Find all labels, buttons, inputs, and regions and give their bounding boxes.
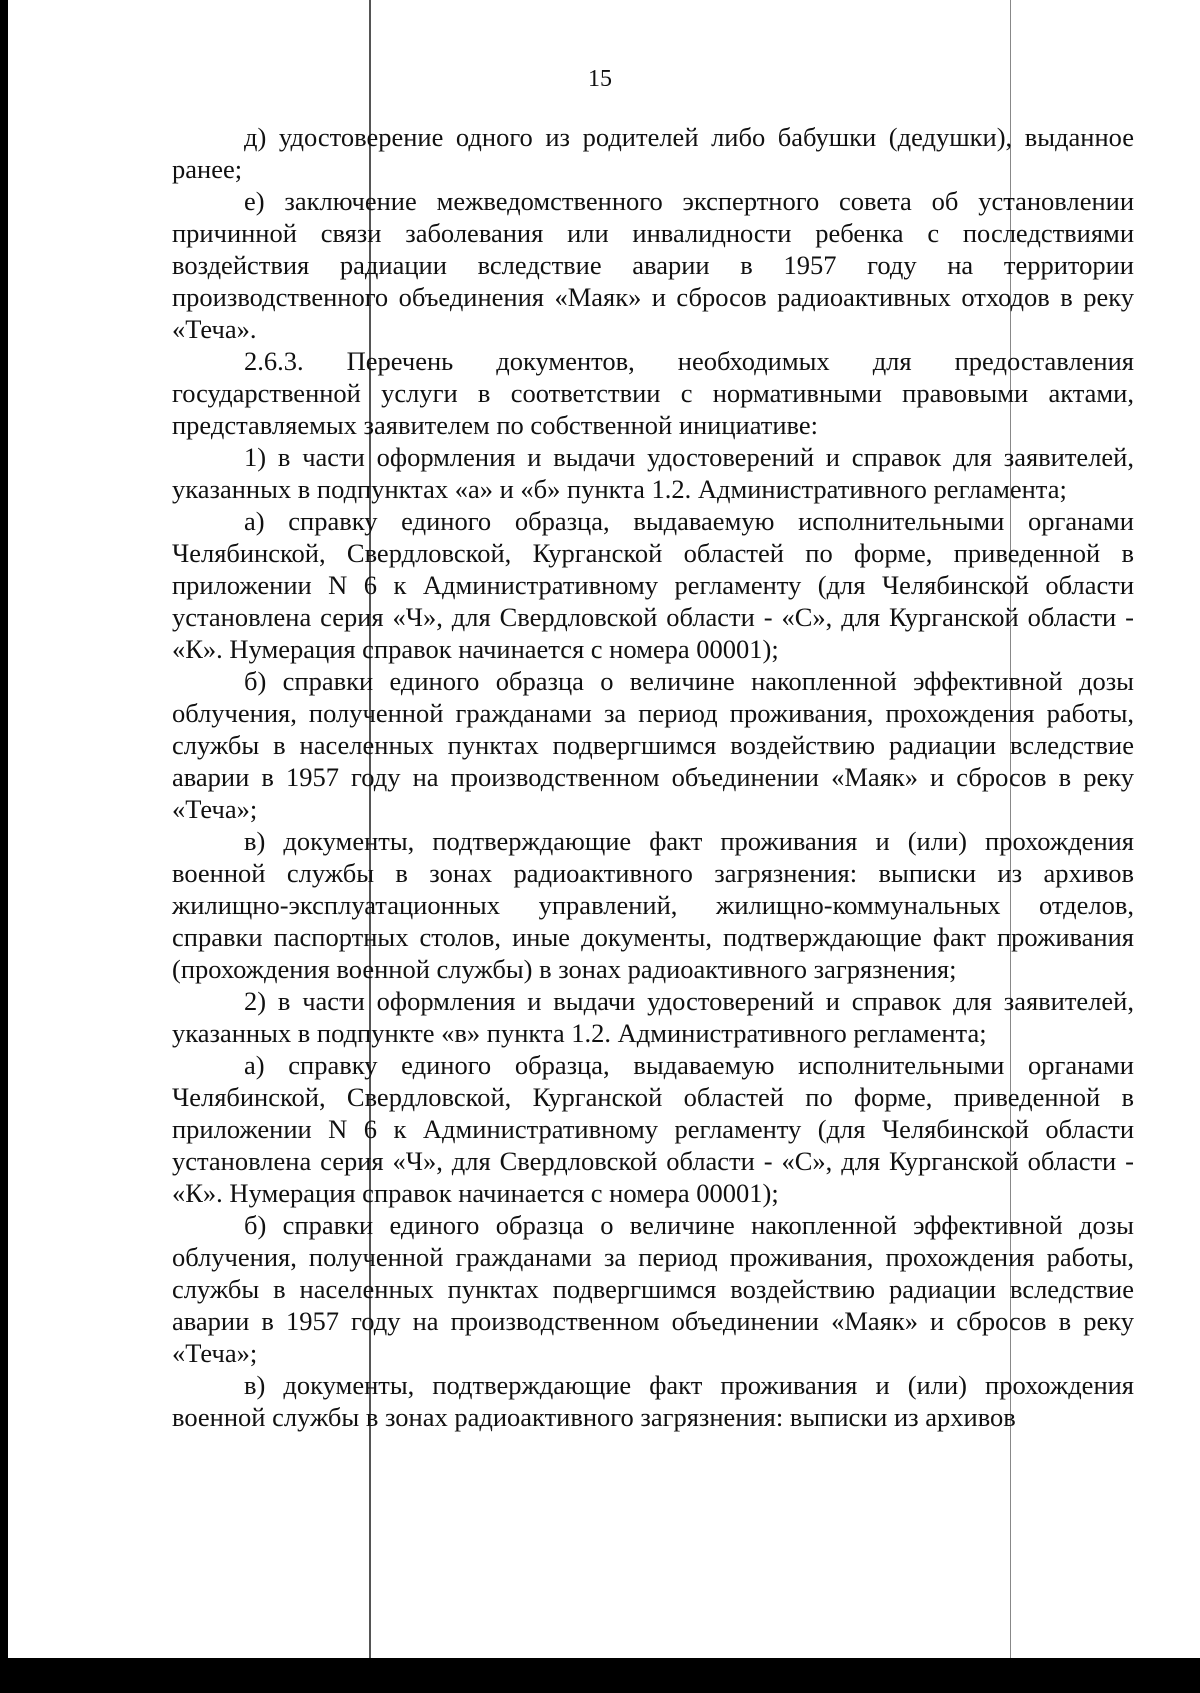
paragraph: в) документы, подтверждающие факт проживания и (или) прохождения военной службы в зонах радиоактивного загрязнения: выписки из архивов: [172, 1370, 1134, 1432]
page-number: 15: [588, 66, 612, 92]
paragraph: б) справки единого образца о величине накопленной эффективной дозы облучения, полученной гражданами за период проживания, прохождения работы, службы в населенных пунктах подвергшимся воздействию радиации вследствие аварии в 1957 году на производственном объединении «Маяк» и сбросов в реку «Теча»;: [172, 666, 1134, 824]
document-body: [172, 121, 1134, 1433]
paragraph: в) документы, подтверждающие факт проживания и (или) прохождения военной службы в зонах радиоактивного загрязнения: выписки из архивов жилищно-эксплуатационных управлений, жилищно-коммунальных отделов, справки паспортных столов, иные документы, подтверждающие факт проживания (прохождения военной службы) в зонах радиоактивного загрязнения;: [172, 826, 1134, 984]
paragraph: е) заключение межведомственного экспертного совета об установлении причинной связи заболевания или инвалидности ребенка с последствиями воздействия радиации вследствие аварии в 1957 году на территории производственного объединения «Маяк» и сбросов радиоактивных отходов в реку «Теча».: [172, 186, 1134, 344]
paragraph: 2) в части оформления и выдачи удостоверений и справок для заявителей, указанных в подпункте «в» пункта 1.2. Административного регламента;: [172, 986, 1134, 1048]
paragraph: д) удостоверение одного из родителей либо бабушки (дедушки), выданное ранее;: [172, 122, 1134, 184]
paragraph: а) справку единого образца, выдаваемую исполнительными органами Челябинской, Свердловской, Курганской областей по форме, приведенной в приложении N 6 к Административному регламенту (для Челябинской области установлена серия «Ч», для Свердловской области - «С», для Курганской области - «К». Нумерация справок начинается с номера 00001);: [172, 1050, 1134, 1208]
scan-border-left: [0, 0, 8, 1660]
paragraph: б) справки единого образца о величине накопленной эффективной дозы облучения, полученной гражданами за период проживания, прохождения работы, службы в населенных пунктах подвергшимся воздействию радиации вследствие аварии в 1957 году на производственном объединении «Маяк» и сбросов в реку «Теча»;: [172, 1210, 1134, 1368]
scan-border-bottom: [0, 1658, 1200, 1693]
paragraph: 1) в части оформления и выдачи удостоверений и справок для заявителей, указанных в подпунктах «а» и «б» пункта 1.2. Административного регламента;: [172, 442, 1134, 504]
paragraph: 2.6.3. Перечень документов, необходимых для предоставления государственной услуги в соответствии с нормативными правовыми актами, представляемых заявителем по собственной инициативе:: [172, 346, 1134, 440]
paragraph: а) справку единого образца, выдаваемую исполнительными органами Челябинской, Свердловской, Курганской областей по форме, приведенной в приложении N 6 к Административному регламенту (для Челябинской области установлена серия «Ч», для Свердловской области - «С», для Курганской области - «К». Нумерация справок начинается с номера 00001);: [172, 506, 1134, 664]
